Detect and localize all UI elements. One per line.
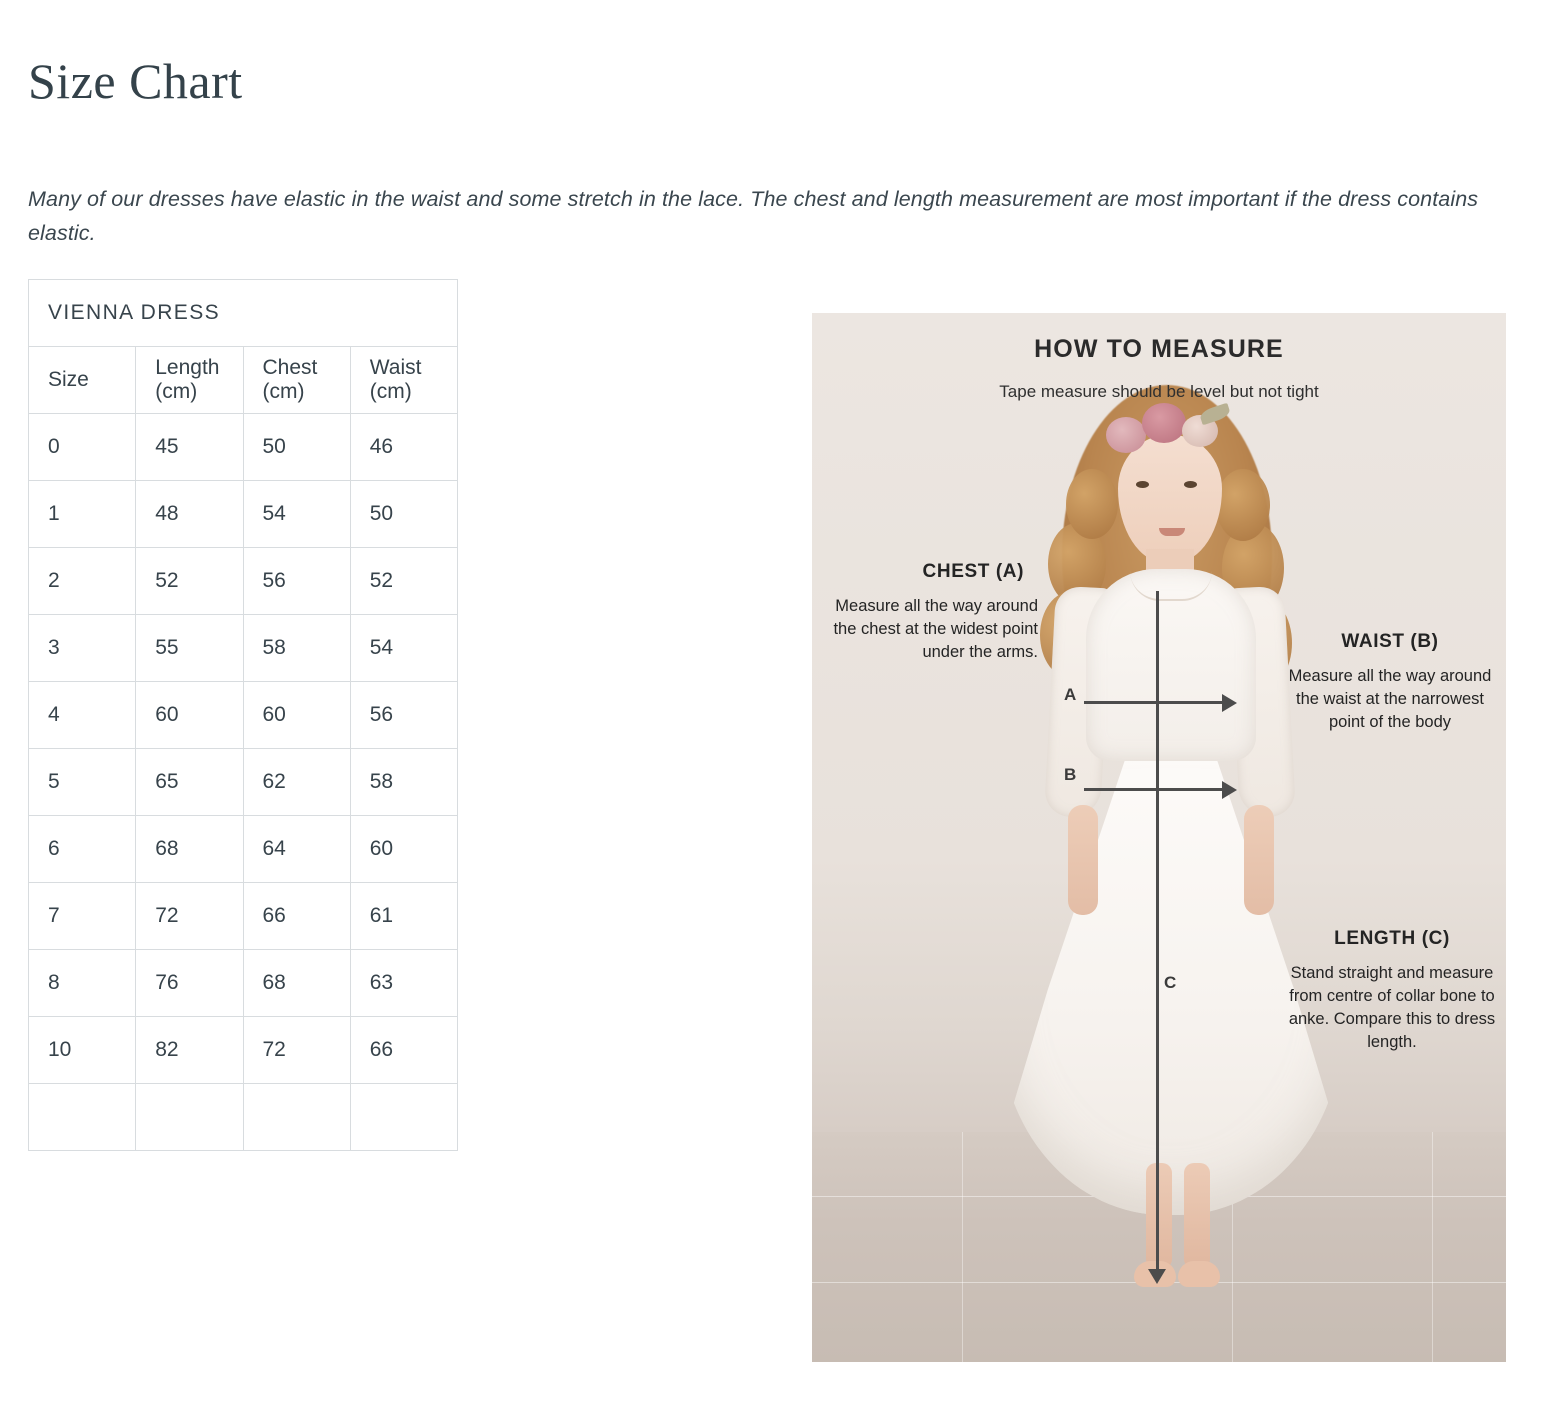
cell-length [136, 1084, 243, 1151]
length-heading: LENGTH (C) [1334, 928, 1450, 949]
table-row [29, 749, 458, 816]
waist-arrow-head [1222, 781, 1237, 799]
cell-chest: 56 [243, 548, 350, 615]
waist-body: Measure all the way around the waist at the narrowest point of the body [1288, 667, 1492, 732]
cell-size: 5 [29, 749, 136, 816]
chest-arrow-head [1222, 694, 1237, 712]
table-row [29, 414, 458, 481]
measurement-overlay [812, 313, 1506, 1362]
cell-waist: 50 [350, 481, 457, 548]
cell-waist: 56 [350, 682, 457, 749]
table-header-row [29, 347, 458, 414]
cell-length: 48 [136, 481, 243, 548]
cell-length: 60 [136, 682, 243, 749]
waist-marker-label: B [1064, 765, 1077, 784]
size-table-container [28, 279, 458, 1151]
cell-length: 45 [136, 414, 243, 481]
cell-chest: 66 [243, 883, 350, 950]
cell-waist: 58 [350, 749, 457, 816]
cell-waist: 52 [350, 548, 457, 615]
table-row [29, 816, 458, 883]
table-row [29, 883, 458, 950]
cell-size: 3 [29, 615, 136, 682]
cell-waist: 60 [350, 816, 457, 883]
table-row [29, 950, 458, 1017]
chest-body: Measure all the way around the chest at the widest point under the arms. [833, 597, 1038, 662]
cell-chest: 72 [243, 1017, 350, 1084]
cell-length: 55 [136, 615, 243, 682]
cell-waist: 61 [350, 883, 457, 950]
cell-chest: 50 [243, 414, 350, 481]
cell-size: 10 [29, 1017, 136, 1084]
cell-chest: 64 [243, 816, 350, 883]
chest-arrow-line [1084, 701, 1224, 704]
cell-length: 65 [136, 749, 243, 816]
cell-waist: 63 [350, 950, 457, 1017]
how-to-measure-subtitle: Tape measure should be level but not tight [999, 382, 1319, 401]
cell-size: 7 [29, 883, 136, 950]
table-row [29, 682, 458, 749]
column-header-waist [350, 347, 457, 414]
cell-size: 4 [29, 682, 136, 749]
table-row-empty [29, 1084, 458, 1151]
waist-arrow-line [1084, 788, 1224, 791]
cell-size: 0 [29, 414, 136, 481]
intro-text: Many of our dresses have elastic in the waist and some stretch in the lace. The chest and length measurement are most important if the dress contains elastic. [28, 186, 1479, 246]
table-row [29, 481, 458, 548]
size-table [28, 279, 458, 1151]
cell-size: 6 [29, 816, 136, 883]
table-row [29, 615, 458, 682]
cell-chest [243, 1084, 350, 1151]
table-caption-row [29, 280, 458, 347]
table-row [29, 548, 458, 615]
column-header-length-line2: (cm) [155, 380, 198, 403]
length-body: Stand straight and measure from centre of collar bone to anke. Compare this to dress length. [1288, 964, 1496, 1052]
cell-length: 68 [136, 816, 243, 883]
length-marker-label: C [1164, 973, 1177, 992]
column-header-chest-line2: (cm) [262, 380, 305, 403]
length-instructions [1282, 928, 1502, 1054]
cell-chest: 60 [243, 682, 350, 749]
cell-chest: 58 [243, 615, 350, 682]
length-arrow-head [1148, 1269, 1166, 1284]
cell-waist: 54 [350, 615, 457, 682]
cell-waist: 46 [350, 414, 457, 481]
cell-chest: 62 [243, 749, 350, 816]
cell-length: 82 [136, 1017, 243, 1084]
cell-size [29, 1084, 136, 1151]
cell-size: 2 [29, 548, 136, 615]
chest-marker-label: A [1064, 685, 1077, 704]
column-header-chest-line1: Chest [262, 356, 318, 379]
cell-chest: 68 [243, 950, 350, 1017]
waist-heading: WAIST (B) [1341, 631, 1439, 652]
column-header-chest [243, 347, 350, 414]
column-header-length [136, 347, 243, 414]
column-header-size: Size [29, 347, 136, 414]
cell-size: 8 [29, 950, 136, 1017]
waist-instructions [1280, 631, 1500, 734]
chest-instructions [828, 561, 1038, 664]
how-to-measure-title: HOW TO MEASURE [1034, 335, 1284, 363]
cell-chest: 54 [243, 481, 350, 548]
table-row [29, 1017, 458, 1084]
column-header-waist-line1: Waist [369, 356, 422, 379]
table-caption: VIENNA DRESS [29, 280, 458, 347]
cell-length: 52 [136, 548, 243, 615]
cell-waist [350, 1084, 457, 1151]
cell-length: 72 [136, 883, 243, 950]
how-to-measure-image [812, 313, 1506, 1362]
chest-heading: CHEST (A) [922, 561, 1024, 582]
page-title: Size Chart [28, 52, 243, 109]
cell-length: 76 [136, 950, 243, 1017]
cell-waist: 66 [350, 1017, 457, 1084]
column-header-length-line1: Length [155, 356, 220, 379]
length-arrow-line [1156, 591, 1159, 1271]
cell-size: 1 [29, 481, 136, 548]
column-header-waist-line2: (cm) [369, 380, 412, 403]
